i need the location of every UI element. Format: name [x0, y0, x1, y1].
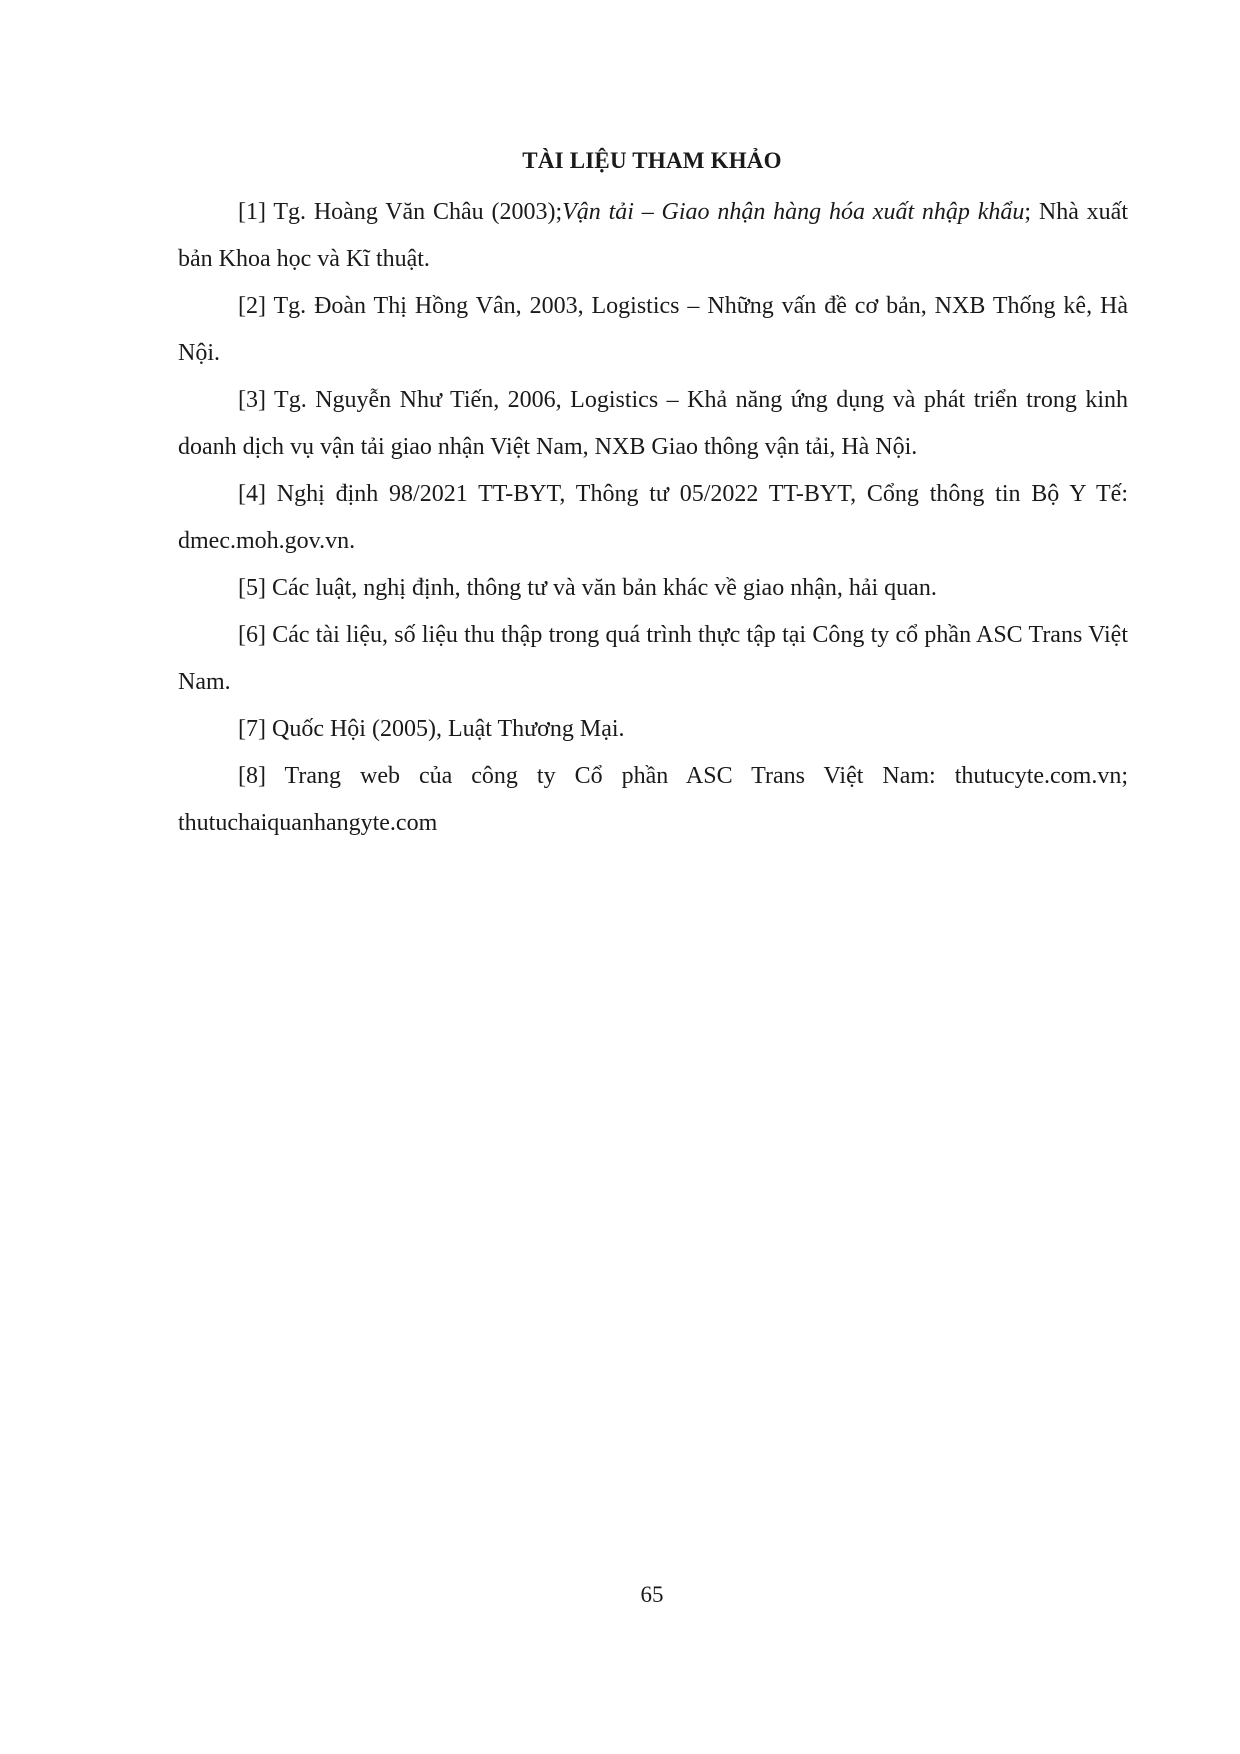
- reference-1-suffix: ; Nhà xuất bản Khoa học và Kĩ thuật.: [178, 199, 1129, 272]
- page-title: TÀI LIỆU THAM KHẢO: [522, 148, 782, 173]
- reference-1-prefix: [1] Tg. Hoàng Văn Châu (2003);: [238, 199, 563, 225]
- reference-item-8: [8] Trang web của công ty Cổ phần ASC Trans Việt Nam: thutucyte.com.vn; thutuchaiquanhangyte.com: [178, 763, 1128, 836]
- reference-item-5: [5] Các luật, nghị định, thông tư và văn bản khác về giao nhận, hải quan.: [238, 575, 937, 601]
- reference-item-7: [7] Quốc Hội (2005), Luật Thương Mại.: [238, 716, 625, 742]
- page-number: 65: [640, 1582, 664, 1607]
- reference-item-3: [3] Tg. Nguyễn Như Tiến, 2006, Logistics – Khả năng ứng dụng và phát triển trong kinh doanh dịch vụ vận tải giao nhận Việt Nam, NXB Giao thông vận tải, Hà Nội.: [178, 387, 1128, 460]
- reference-item-6: [6] Các tài liệu, số liệu thu thập trong quá trình thực tập tại Công ty cổ phần ASC Trans Việt Nam.: [178, 622, 1128, 695]
- reference-item-4: [4] Nghị định 98/2021 TT-BYT, Thông tư 05/2022 TT-BYT, Cổng thông tin Bộ Y Tế: dmec.moh.gov.vn.: [178, 481, 1128, 554]
- reference-1-title: Vận tải – Giao nhận hàng hóa xuất nhập khẩu: [562, 199, 1025, 225]
- reference-item-2: [2] Tg. Đoàn Thị Hồng Vân, 2003, Logistics – Những vấn đề cơ bản, NXB Thống kê, Hà Nội.: [178, 293, 1128, 366]
- reference-list: [178, 189, 1128, 847]
- reference-item-1: [178, 189, 1128, 283]
